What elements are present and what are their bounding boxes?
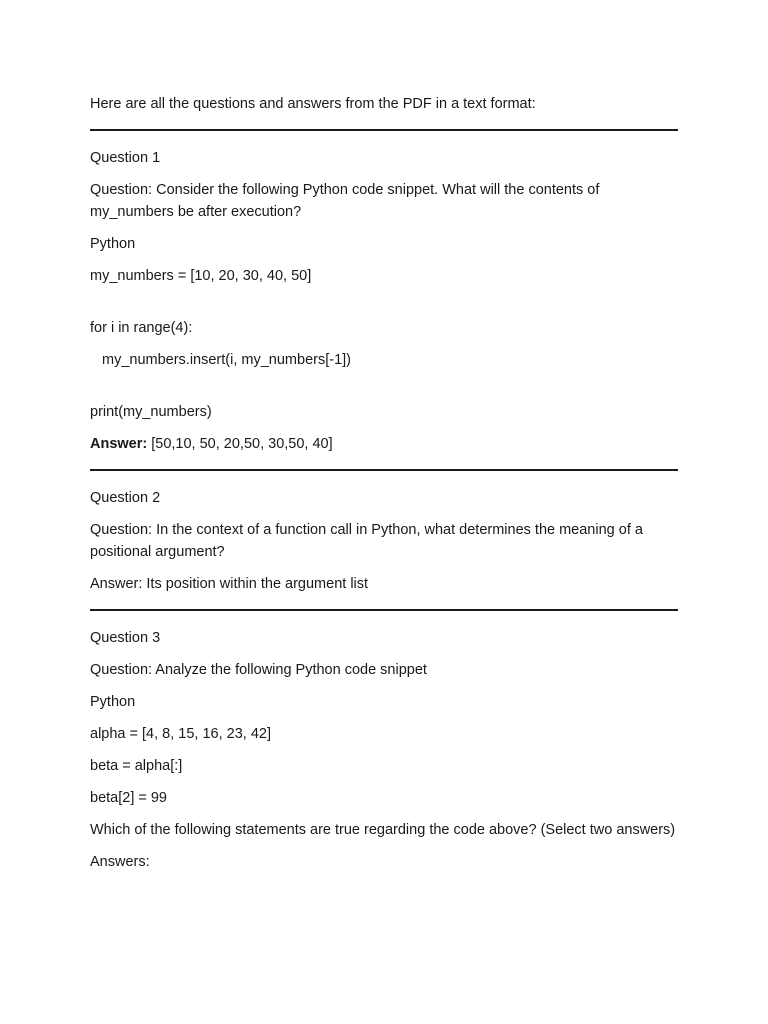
question-1-text: Question: Consider the following Python code snippet. What will the contents of my_numbers be after execution? <box>90 182 600 220</box>
question-2-text: Question: In the context of a function call in Python, what determines the meaning of a positional argument? <box>90 522 643 560</box>
question-3-section <box>90 627 678 873</box>
code-line: beta[2] = 99 <box>90 790 167 806</box>
code-line: my_numbers.insert(i, my_numbers[-1]) <box>102 352 351 368</box>
question-1-language: Python <box>90 236 136 252</box>
blank-line <box>90 297 678 317</box>
question-1-heading: Question 1 <box>90 150 161 166</box>
section-divider <box>90 469 678 471</box>
question-3-heading: Question 3 <box>90 630 161 646</box>
question-3-text: Question: Analyze the following Python code snippet <box>90 662 427 678</box>
section-divider <box>90 609 678 611</box>
code-line: print(my_numbers) <box>90 404 212 420</box>
question-3-prompt: Which of the following statements are true regarding the code above? (Select two answers) <box>90 822 676 838</box>
question-1-answer <box>90 433 678 455</box>
code-line: beta = alpha[:] <box>90 758 183 774</box>
code-line: alpha = [4, 8, 15, 16, 23, 42] <box>90 726 271 742</box>
question-2-answer: Answer: Its position within the argument list <box>90 576 369 592</box>
question-3-language: Python <box>90 694 136 710</box>
intro-text: Here are all the questions and answers from the PDF in a text format: <box>90 96 536 112</box>
blank-line <box>90 381 678 401</box>
document-page <box>90 93 678 883</box>
answer-label: Answer: <box>90 436 148 452</box>
question-2-heading: Question 2 <box>90 490 161 506</box>
question-1-section <box>90 147 678 455</box>
question-2-section <box>90 487 678 595</box>
section-divider <box>90 129 678 131</box>
answer-value: [50,10, 50, 20,50, 30,50, 40] <box>147 436 333 452</box>
question-3-answers-label: Answers: <box>90 854 150 870</box>
code-line: for i in range(4): <box>90 320 193 336</box>
code-line: my_numbers = [10, 20, 30, 40, 50] <box>90 268 312 284</box>
